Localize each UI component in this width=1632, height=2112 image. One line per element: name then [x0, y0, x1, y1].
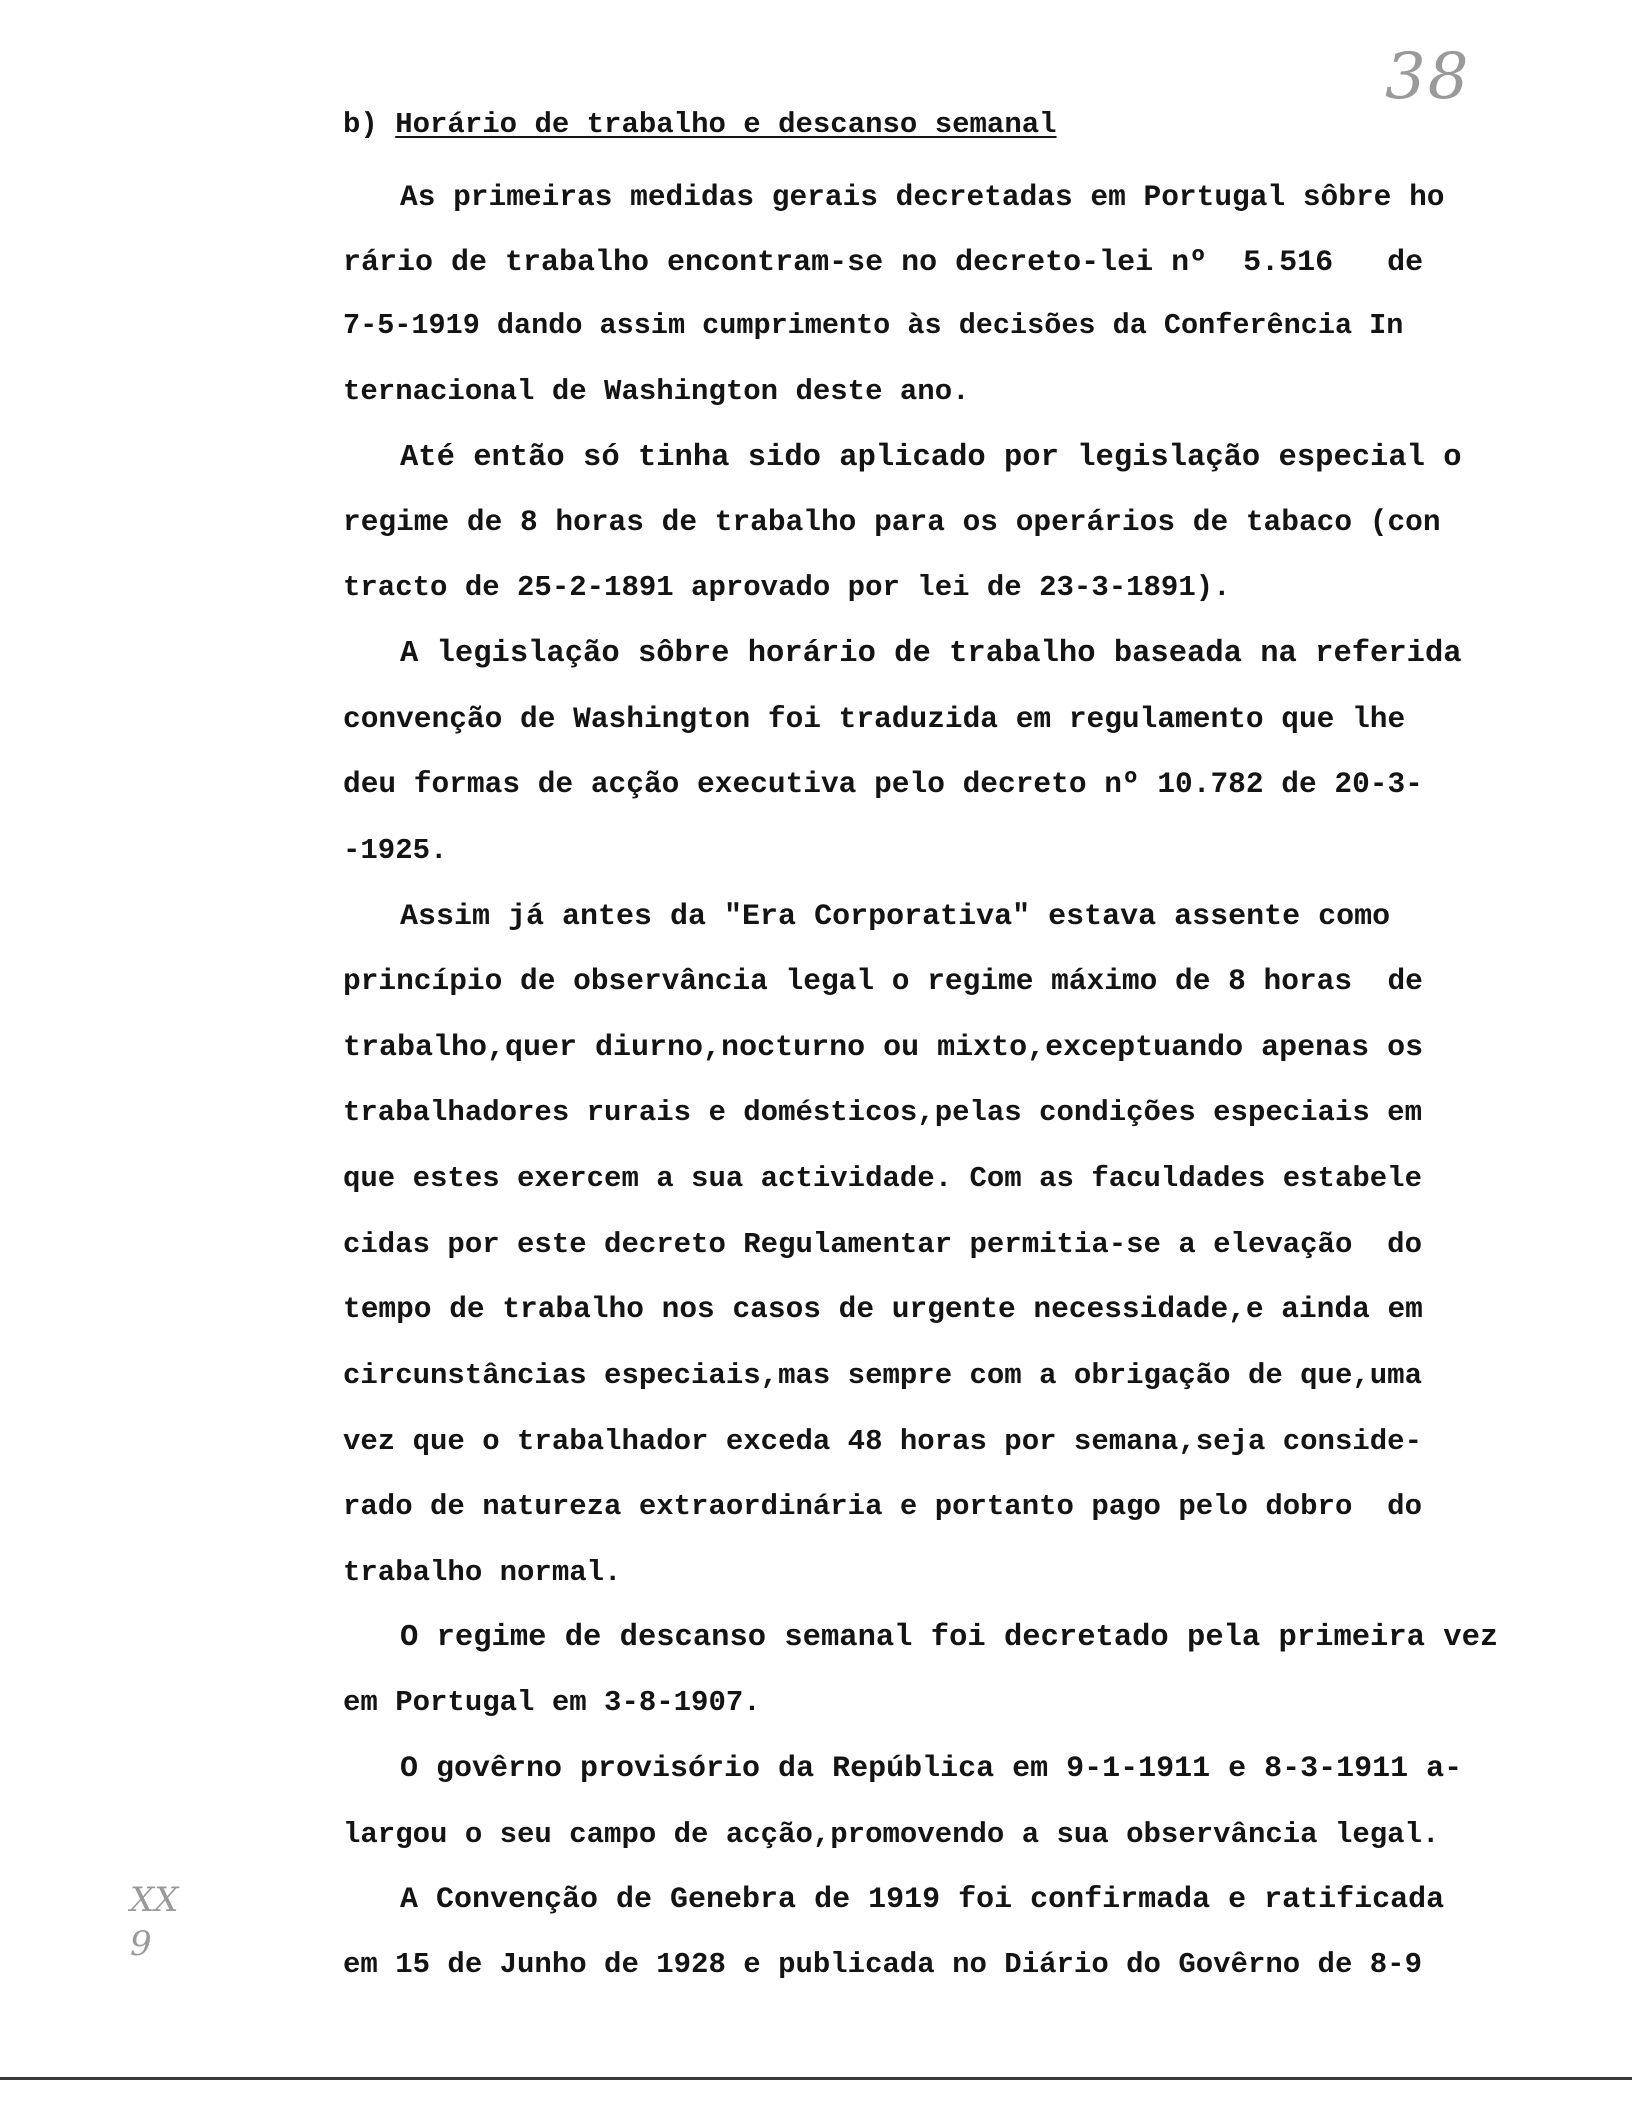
text-line: trabalho normal.	[343, 1556, 622, 1589]
text-line: largou o seu campo de acção,promovendo a sua observância legal.	[343, 1818, 1440, 1851]
text-line: -1925.	[343, 834, 448, 867]
text-line: 7-5-1919 dando assim cumprimento às decisões da Conferência In	[343, 309, 1404, 342]
text-line: tempo de trabalho nos casos de urgente necessidade,e ainda em	[343, 1292, 1423, 1326]
page-edge-rule	[0, 2077, 1632, 2080]
text-line: circunstâncias especiais,mas sempre com a obrigação de que,uma	[343, 1359, 1422, 1392]
text-line: convenção de Washington foi traduzida em regulamento que lhe	[343, 702, 1406, 736]
text-line: rário de trabalho encontram-se no decreto-lei nº 5.516 de	[343, 246, 1424, 280]
text-line: em 15 de Junho de 1928 e publicada no Diário do Govêrno de 8-9	[343, 1948, 1422, 1981]
section-heading	[343, 108, 1057, 141]
heading-prefix: b)	[343, 108, 396, 141]
page-number: 38	[1385, 40, 1471, 114]
text-line: Até então só tinha sido aplicado por legislação especial o	[400, 441, 1462, 475]
text-line: O govêrno provisório da República em 9-1-1911 e 8-3-1911 a-	[400, 1752, 1463, 1786]
text-line: deu formas de acção executiva pelo decreto nº 10.782 de 20-3-	[343, 767, 1423, 801]
text-line: vez que o trabalhador exceda 48 horas por semana,seja conside-	[343, 1425, 1422, 1458]
text-line: que estes exercem a sua actividade. Com as faculdades estabele	[343, 1162, 1422, 1195]
text-line: tracto de 25-2-1891 aprovado por lei de 23-3-1891).	[343, 571, 1231, 604]
text-line: rado de natureza extraordinária e portanto pago pelo dobro do	[343, 1490, 1422, 1523]
text-line: Assim já antes da "Era Corporativa" estava assente como	[400, 900, 1391, 934]
text-line: trabalho,quer diurno,nocturno ou mixto,exceptuando apenas os	[343, 1031, 1424, 1065]
text-line: A Convenção de Genebra de 1919 foi confirmada e ratificada	[400, 1883, 1445, 1917]
text-line: As primeiras medidas gerais decretadas em Portugal sôbre ho	[400, 180, 1445, 214]
heading-title: Horário de trabalho e descanso semanal	[395, 108, 1057, 141]
text-line: em Portugal em 3-8-1907.	[343, 1686, 761, 1719]
text-line: trabalhadores rurais e domésticos,pelas condições especiais em	[343, 1096, 1422, 1129]
text-line: cidas por este decreto Regulamentar permitia-se a elevação do	[343, 1228, 1422, 1261]
text-line: ternacional de Washington deste ano.	[343, 375, 970, 408]
text-line: princípio de observância legal o regime máximo de 8 horas de	[343, 964, 1423, 998]
text-line: A legislação sôbre horário de trabalho baseada na referida	[400, 637, 1462, 671]
margin-annotation: XX 9	[130, 1880, 179, 1965]
text-line: O regime de descanso semanal foi decretado pela primeira vez	[400, 1621, 1499, 1655]
text-line: regime de 8 horas de trabalho para os operários de tabaco (con	[343, 505, 1441, 539]
